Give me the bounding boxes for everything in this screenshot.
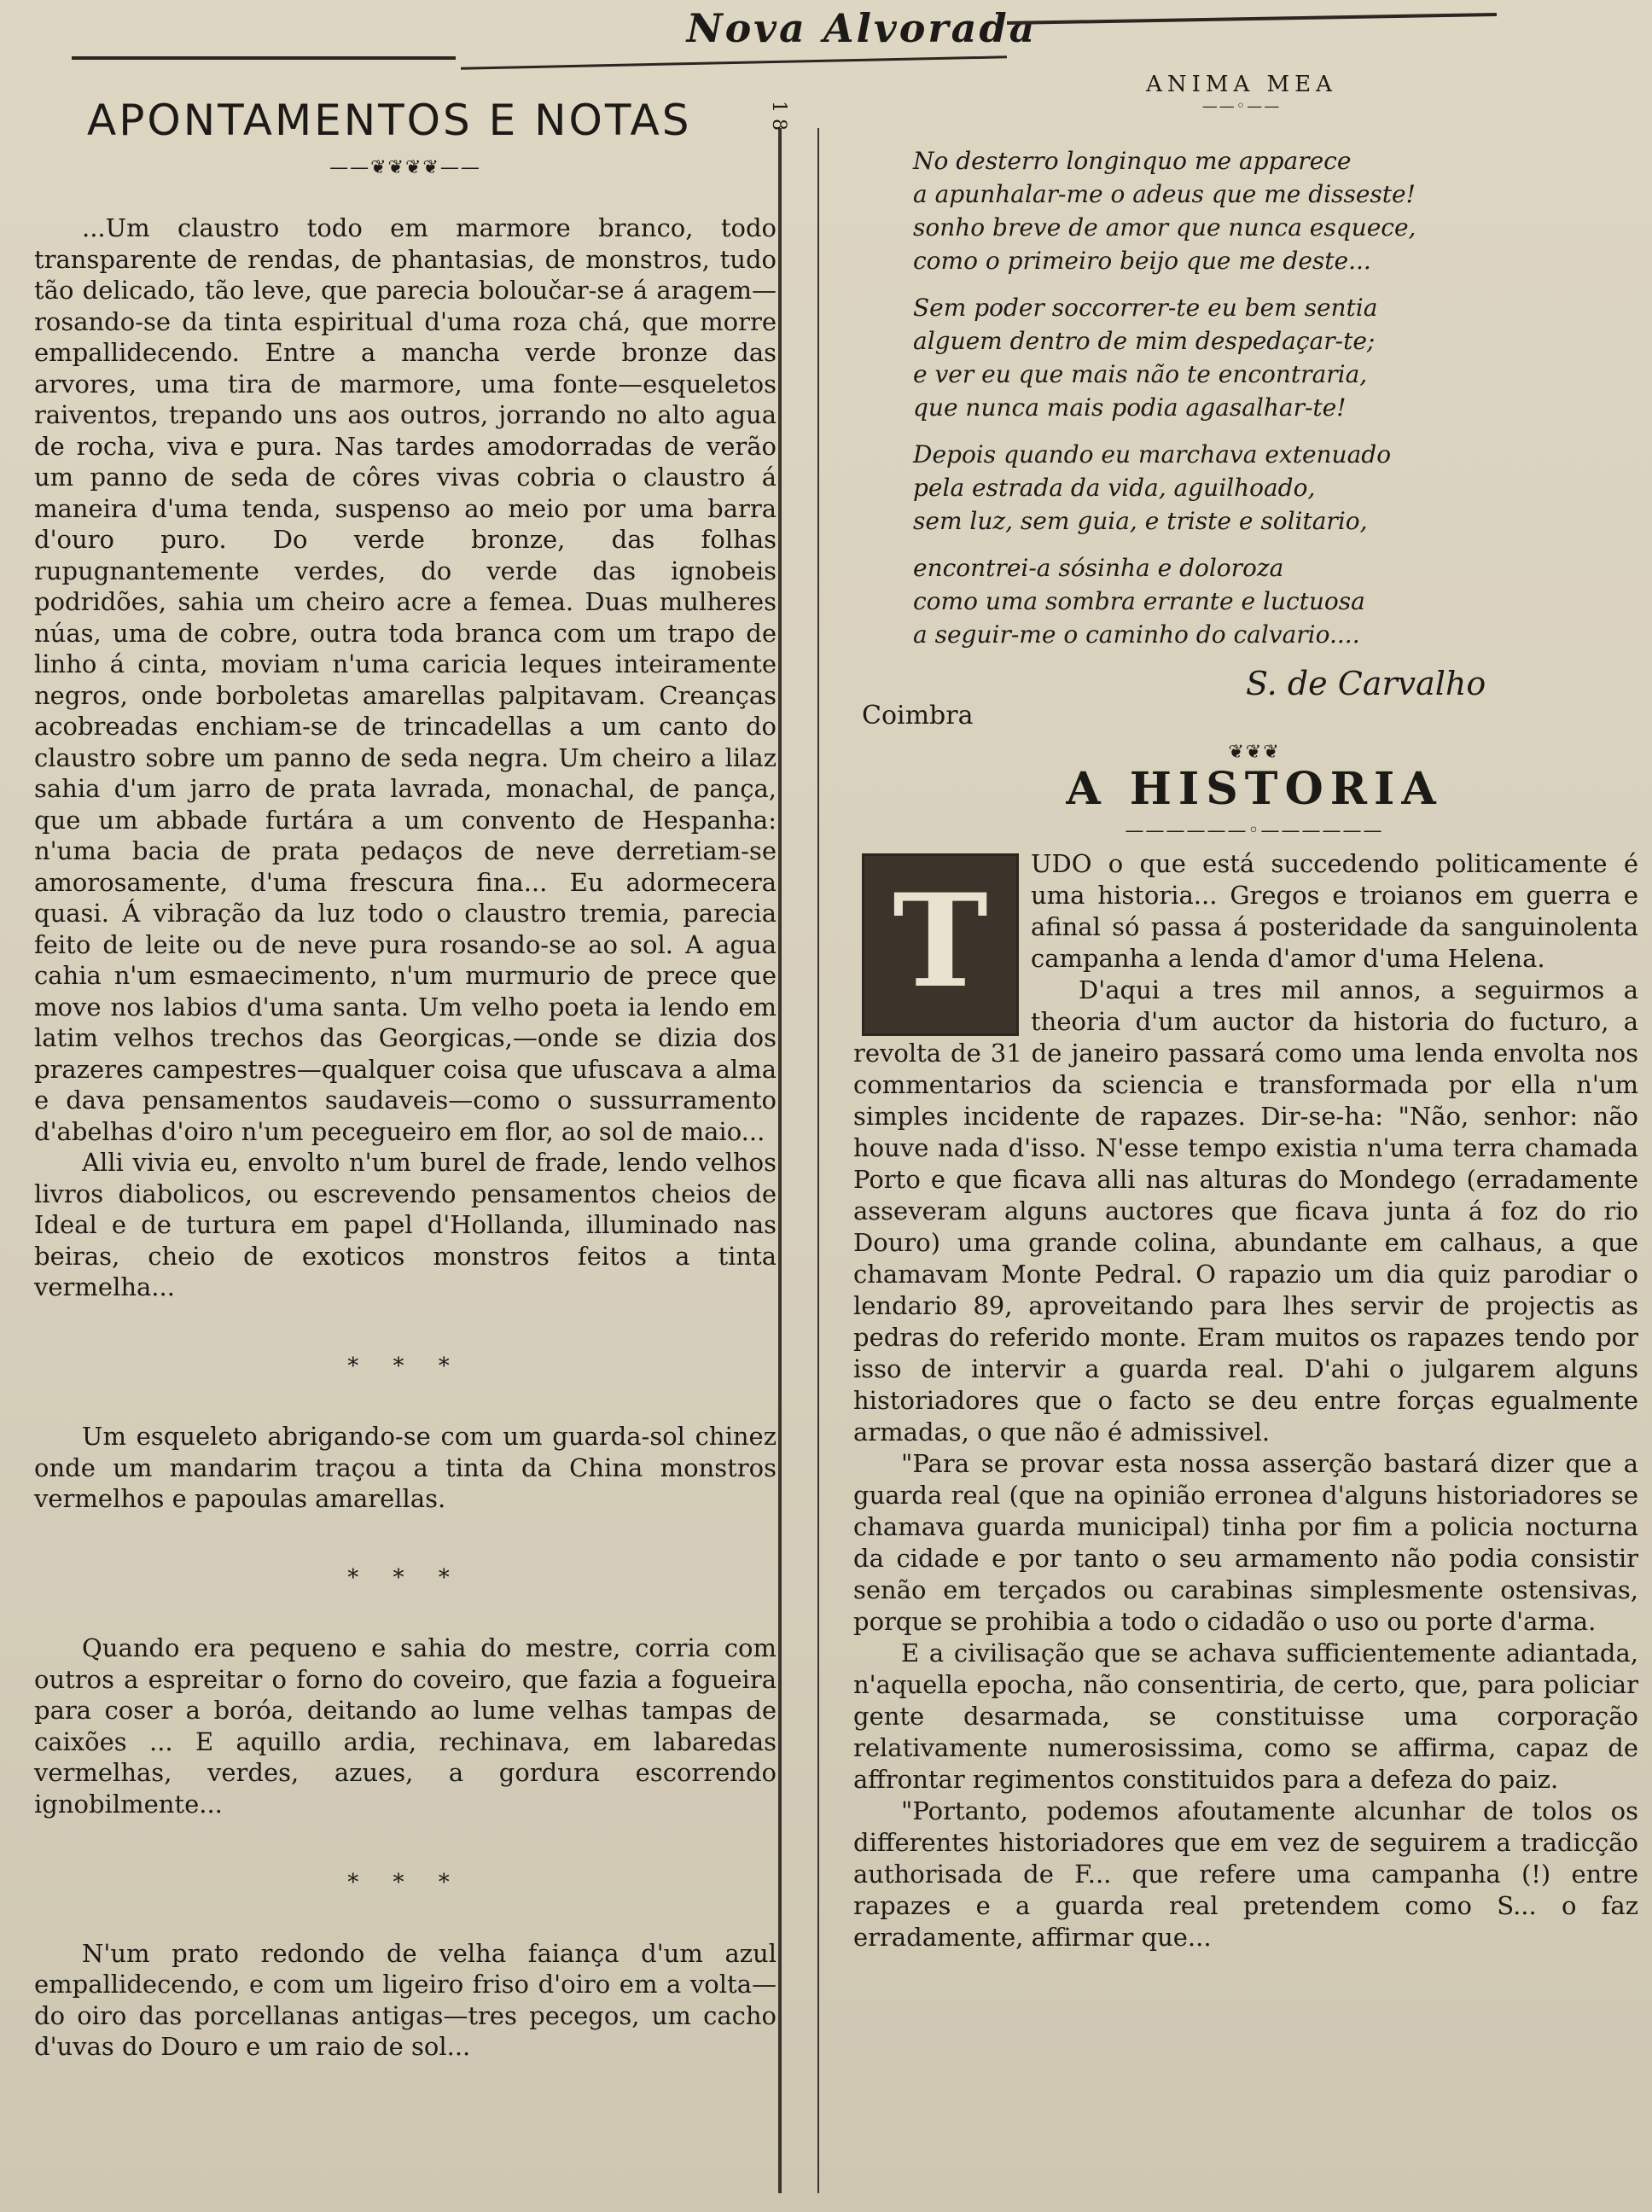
article-apontamentos xyxy=(34,212,777,2063)
verse-line: a seguir-me o caminho do calvario.... xyxy=(913,620,1360,649)
verse-line: Depois quando eu marchava extenuado xyxy=(913,440,1392,469)
verse-line: a apunhalar-me o adeus que me disseste! xyxy=(913,180,1416,208)
stanza xyxy=(913,438,1638,538)
masthead-title: Nova Alvorada xyxy=(686,5,1038,51)
section-heading-apontamentos: APONTAMENTOS E NOTAS xyxy=(87,96,692,145)
stanza xyxy=(913,291,1638,424)
decorated-initial: T xyxy=(862,853,1019,1036)
section-stars: * * * xyxy=(347,1870,463,1895)
stanza xyxy=(913,144,1638,277)
stanza xyxy=(913,551,1638,651)
ornament-divider: ——————◦—————— xyxy=(1125,820,1384,841)
paragraph: UDO o que está succedendo politicamente é uma historia... Gregos e troianos em guerra e afinal só passa á posteridade da sanguinolenta campanha a lenda d'amor d'uma Helena. xyxy=(1031,849,1638,973)
author-signature: S. de Carvalho xyxy=(1246,665,1486,702)
verse-line: pela estrada da vida, aguilhoado, xyxy=(913,474,1316,502)
verse-line: como o primeiro beijo que me deste... xyxy=(913,247,1371,275)
paragraph: D'aqui a tres mil annos, a seguirmos a theoria d'um auctor da historia do fucturo, a revolta de 31 de janeiro passará como uma lenda envolta nos commentarios da sciencia e transformada por ella n'um simples incidente de rapazes. Dir-se-ha: "Não, senhor: não houve nada d'isso. N'esse tempo existia n'uma terra chamada Porto e que ficava alli nas alturas do Mondego (erradamente asseveram alguns auctores que ficava junta á foz do rio Douro) uma grande colina, abundante em calhaus, a que chamavam Monte Pedral. O rapazio um dia quiz parodiar o lendario 89, aproveitando para lhes servir de projectis as pedras do referido monte. Eram muitos os rapazes tendo por isso de intervir a guarda real. D'ahi o julgarem alguns historiadores que o facto se deu entre forças egualmente armadas, o que não é admissivel. xyxy=(853,975,1638,1447)
verse-line: sonho breve de amor que nunca esquece, xyxy=(913,213,1416,242)
section-stars: * * * xyxy=(347,1564,463,1591)
column-divider xyxy=(778,128,782,2193)
verse-line: e ver eu que mais não te encontraria, xyxy=(913,360,1368,388)
section-heading-historia: A HISTORIA xyxy=(1066,763,1443,815)
column-divider-2 xyxy=(817,128,819,2193)
poem-anima-mea xyxy=(913,144,1638,651)
verse-line: Sem poder soccorrer-te eu bem sentia xyxy=(913,294,1378,322)
right-column xyxy=(845,68,1638,1953)
ornament-divider: ——◦—— xyxy=(1201,97,1282,115)
verse-line: No desterro longinquo me apparece xyxy=(913,147,1352,175)
poem-title: ANIMA MEA xyxy=(1146,72,1337,97)
verse-line: sem luz, sem guia, e triste e solitario, xyxy=(913,507,1368,535)
masthead-rule-left xyxy=(72,56,456,60)
verse-line: encontrei-a sósinha e doloroza xyxy=(913,554,1284,582)
ornament-divider: ❦❦❦ xyxy=(1228,742,1281,763)
paragraph: Alli vivia eu, envolto n'um burel de frade, lendo velhos livros diabolicos, ou escrevendo pensamentos cheios de Ideal e de turtura em papel d'Hollanda, illuminado nas beiras, cheio de exoticos monstros feitos a tinta vermelha... xyxy=(34,1148,777,1301)
verse-line: alguem dentro de mim despedaçar-te; xyxy=(913,327,1376,355)
left-column xyxy=(34,85,777,2063)
paragraph: Um esqueleto abrigando-se com um guarda-sol chinez onde um mandarim traçou a tinta da China monstros vermelhos e papoulas amarellas. xyxy=(34,1422,777,1513)
section-stars: * * * xyxy=(347,1353,463,1379)
paragraph: "Para se provar esta nossa asserção bastará dizer que a guarda real (que na opinião erronea d'alguns historiadores se chamava guarda municipal) tinha por fim a policia nocturna da cidade e por tanto o seu armamento não podia consistir senão em terçados ou carabinas simplesmente ostensivas, porque se prohibia a todo o cidadão o uso ou porte d'arma. xyxy=(853,1449,1638,1636)
ornament-divider: ——❦❦❦❦—— xyxy=(329,157,481,178)
paragraph: "Portanto, podemos afoutamente alcunhar de tolos os differentes historiadores que em vez de seguirem a tradicção authorisada de F... que refere uma campanha (!) entre rapazes e a guarda real pretendem como S... o faz erradamente, affirmar que... xyxy=(853,1796,1638,1952)
verse-line: como uma sombra errante e luctuosa xyxy=(913,587,1365,615)
article-historia xyxy=(845,848,1638,1953)
paragraph: Quando era pequeno e sahia do mestre, corria com outros a espreitar o forno do coveiro, que fazia a fogueira para coser a boróa, deitando ao lume velhas tampas de caixões ... E aquillo ardia, rechinava, em labaredas vermelhas, verdes, azues, a gordura escorrendo ignobilmente... xyxy=(34,1633,777,1819)
paragraph: E a civilisação que se achava sufficientemente adiantada, n'aquella epocha, não consentiria, de certo, que, para policiar gente desarmada, se constituisse uma corporação relativamente numerosissima, como se affirma, capaz de affrontar regimentos constituidos para a defeza do paiz. xyxy=(853,1639,1638,1794)
poem-signature-row xyxy=(845,665,1638,742)
paragraph: ...Um claustro todo em marmore branco, todo transparente de rendas, de phantasias, de monstros, tudo tão delicado, tão leve, que parecia boloučar-se á aragem—rosando-se da tinta espiritual d'uma roza chá, que morre empallidecendo. Entre a mancha verde bronze das arvores, uma tira de marmore, uma fonte—esqueletos raiventos, trepando uns aos outros, jorrando no alto agua de rocha, viva e pura. Nas tardes amodorradas de verão um panno de seda de côres vivas cobria o claustro á maneira d'uma tenda, suspenso ao meio por uma barra d'ouro puro. Do verde bronze, das folhas rupugnantemente verdes, do verde das ignobeis podridões, sahia um cheiro acre a femea. Duas mulheres núas, uma de cobre, outra toda branca com um trapo de linho á cinta, moviam n'uma caricia leques inteiramente negros, onde borboletas amarellas palpitavam. Creanças acobreadas enchiam-se de trincadellas a um canto do claustro sobre um panno de seda negra. Um cheiro a lilaz sahia d'um jarro de prata lavrada, monachal, de pança, que um abbade furtára a um convento de Hespanha: n'uma bacia de prata pedaços de neve derretiam-se amorosamente, d'uma frescura fina... Eu adormecera quasi. Á vibração da luz todo o claustro tremia, parecia feito de leite ou de neve pura rosando-se ao sol. A agua cahia n'um esmaecimento, n'um murmurio de prece que move nos labios d'uma santa. Um velho poeta ia lendo em latim velhos trechos das Georgicas,—onde se dizia dos prazeres campestres—qualquer coisa que ufuscava a alma e dava pensamentos saudaveis—como o sussurramento d'abelhas d'oiro n'um pecegueiro em flor, ao sol de maio... xyxy=(34,213,777,1146)
dateline-city: Coimbra xyxy=(862,701,974,731)
verse-line: que nunca mais podia agasalhar-te! xyxy=(913,393,1347,422)
paragraph: N'um prato redondo de velha faiança d'um azul empallidecendo, e com um ligeiro friso d'oiro em a volta—do oiro das porcellanas antigas—tres pecegos, um cacho d'uvas do Douro e um raio de sol... xyxy=(34,1938,777,2061)
side-mark: 1 8 xyxy=(768,101,789,131)
